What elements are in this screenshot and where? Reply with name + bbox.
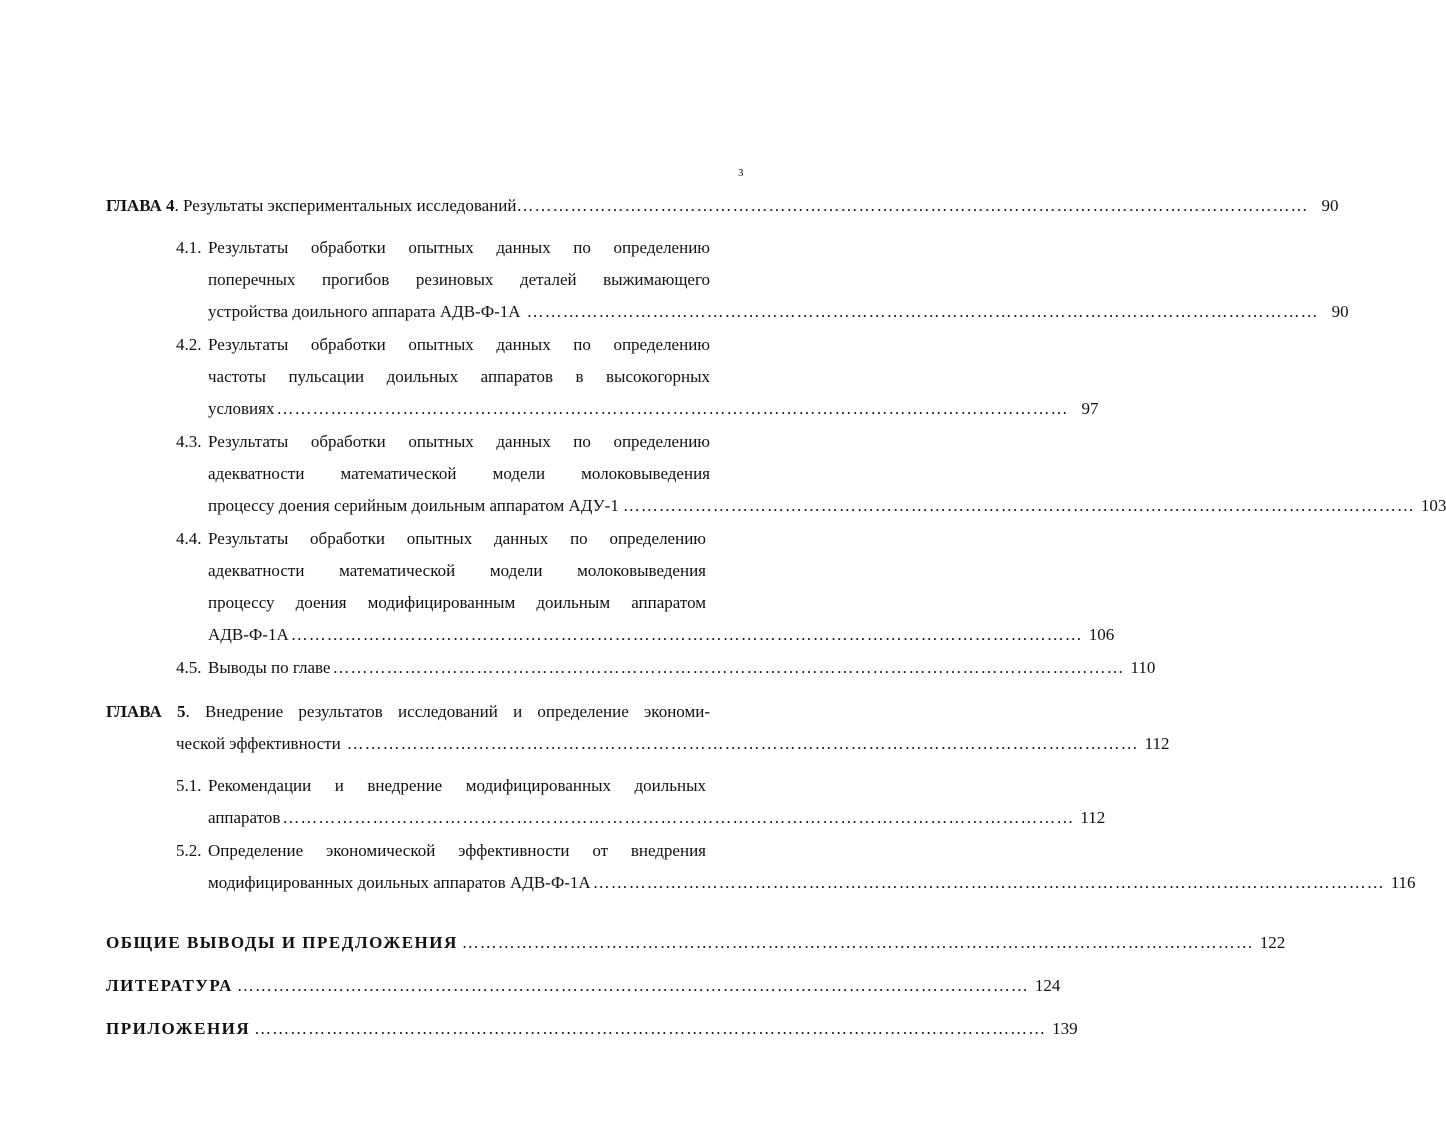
- chapter-5-title-cont: ческой эффективности: [176, 734, 341, 753]
- section-page: 97: [1081, 399, 1099, 418]
- toc-section-4-4-last: [208, 625, 1115, 645]
- general-page: 122: [1259, 933, 1286, 952]
- section-text: условиях: [208, 399, 275, 418]
- section-number: 4.5.: [176, 658, 202, 677]
- toc-section-4-5: [176, 658, 1156, 678]
- section-text: процессу доения серийным доильным аппаратом АДУ-1: [208, 496, 619, 515]
- section-text: АДВ-Ф-1А: [208, 625, 289, 644]
- toc-section-4-4: [176, 529, 706, 549]
- section-text: аппаратов: [208, 808, 281, 827]
- toc-chapter-5: [106, 702, 710, 722]
- leader-dots: ……………………………………………………………………………………………………………………: [622, 496, 1415, 515]
- chapter-4-label: ГЛАВА 4: [106, 196, 175, 215]
- section-text: Результаты обработки опытных данных по определению: [208, 238, 710, 257]
- literature-page: 124: [1034, 976, 1061, 995]
- toc-section-4-2-last: [208, 399, 1099, 419]
- section-number: 4.3.: [176, 432, 202, 451]
- leader-dots: ……………………………………………………………………………………………………………………: [332, 658, 1125, 677]
- section-text: процессу доения модифицированным доильным аппаратом: [208, 593, 706, 612]
- section-text: Определение экономической эффективности от внедрения: [208, 841, 706, 860]
- section-text: адекватности математической модели молоковыведения: [208, 561, 706, 580]
- toc-general-conclusions: [106, 933, 1286, 953]
- section-text: Рекомендации и внедрение модифицированных доильных: [208, 776, 706, 795]
- section-page: 90: [1331, 302, 1349, 321]
- toc-section-5-2-last: [208, 873, 1416, 893]
- chapter-5-label: ГЛАВА 5: [106, 702, 186, 721]
- toc-chapter-4: [106, 196, 1339, 216]
- leader-dots: ……………………………………………………………………………………………………………………: [276, 399, 1069, 418]
- section-text: Выводы по главе: [208, 658, 331, 677]
- toc-section-5-2: [176, 841, 706, 861]
- page-number: 3: [738, 167, 744, 179]
- leader-dots: ……………………………………………………………………………………………………………………: [346, 734, 1139, 753]
- section-text: модифицированных доильных аппаратов АДВ-Ф-1А: [208, 873, 591, 892]
- chapter-5-title: . Внедрение результатов исследований и определение экономи-: [185, 702, 710, 721]
- section-text: частоты пульсации доильных аппаратов в высокогорных: [208, 367, 710, 386]
- toc-literature: [106, 976, 1061, 996]
- toc-section-4-1: [176, 238, 710, 258]
- chapter-4-title: . Результаты экспериментальных исследований: [174, 196, 517, 215]
- section-text: Результаты обработки опытных данных по определению: [208, 335, 710, 354]
- leader-dots: ……………………………………………………………………………………………………………………: [282, 808, 1075, 827]
- leader-dots: ……………………………………………………………………………………………………………………: [461, 933, 1254, 952]
- section-number: 4.1.: [176, 238, 202, 257]
- general-title: ОБЩИЕ ВЫВОДЫ И ПРЕДЛОЖЕНИЯ: [106, 933, 458, 952]
- section-page: 110: [1130, 658, 1156, 677]
- section-number: 4.4.: [176, 529, 202, 548]
- toc-section-5-1-last: [208, 808, 1106, 828]
- section-text: устройства доильного аппарата АДВ-Ф-1А: [208, 302, 521, 321]
- literature-title: ЛИТЕРАТУРА: [106, 976, 233, 995]
- section-text: поперечных прогибов резиновых деталей выжимающего: [208, 270, 710, 289]
- section-number: 5.1.: [176, 776, 202, 795]
- toc-section-4-3: [176, 432, 710, 452]
- section-page: 106: [1088, 625, 1115, 644]
- leader-dots: ……………………………………………………………………………………………………………………: [516, 196, 1309, 215]
- toc-section-4-2: [176, 335, 710, 355]
- section-page: 112: [1080, 808, 1106, 827]
- leader-dots: ……………………………………………………………………………………………………………………: [290, 625, 1083, 644]
- toc-section-5-1: [176, 776, 706, 796]
- toc-section-4-1-last: [208, 302, 1349, 322]
- toc-appendices: [106, 1019, 1078, 1039]
- leader-dots: ……………………………………………………………………………………………………………………: [254, 1019, 1047, 1038]
- appendix-title: ПРИЛОЖЕНИЯ: [106, 1019, 251, 1038]
- section-text: Результаты обработки опытных данных по определению: [208, 529, 706, 548]
- toc-section-4-3-last: [208, 496, 1446, 516]
- section-text: Результаты обработки опытных данных по определению: [208, 432, 710, 451]
- appendix-page: 139: [1052, 1019, 1078, 1038]
- leader-dots: ……………………………………………………………………………………………………………………: [592, 873, 1385, 892]
- section-page: 103: [1420, 496, 1446, 515]
- chapter-5-page: 112: [1144, 734, 1170, 753]
- leader-dots: ……………………………………………………………………………………………………………………: [526, 302, 1319, 321]
- section-page: 116: [1390, 873, 1416, 892]
- leader-dots: ……………………………………………………………………………………………………………………: [236, 976, 1029, 995]
- toc-chapter-5-last: [176, 734, 1170, 754]
- section-text: адекватности математической модели молоковыведения: [208, 464, 710, 483]
- section-number: 5.2.: [176, 841, 202, 860]
- section-number: 4.2.: [176, 335, 202, 354]
- chapter-4-page: 90: [1321, 196, 1339, 215]
